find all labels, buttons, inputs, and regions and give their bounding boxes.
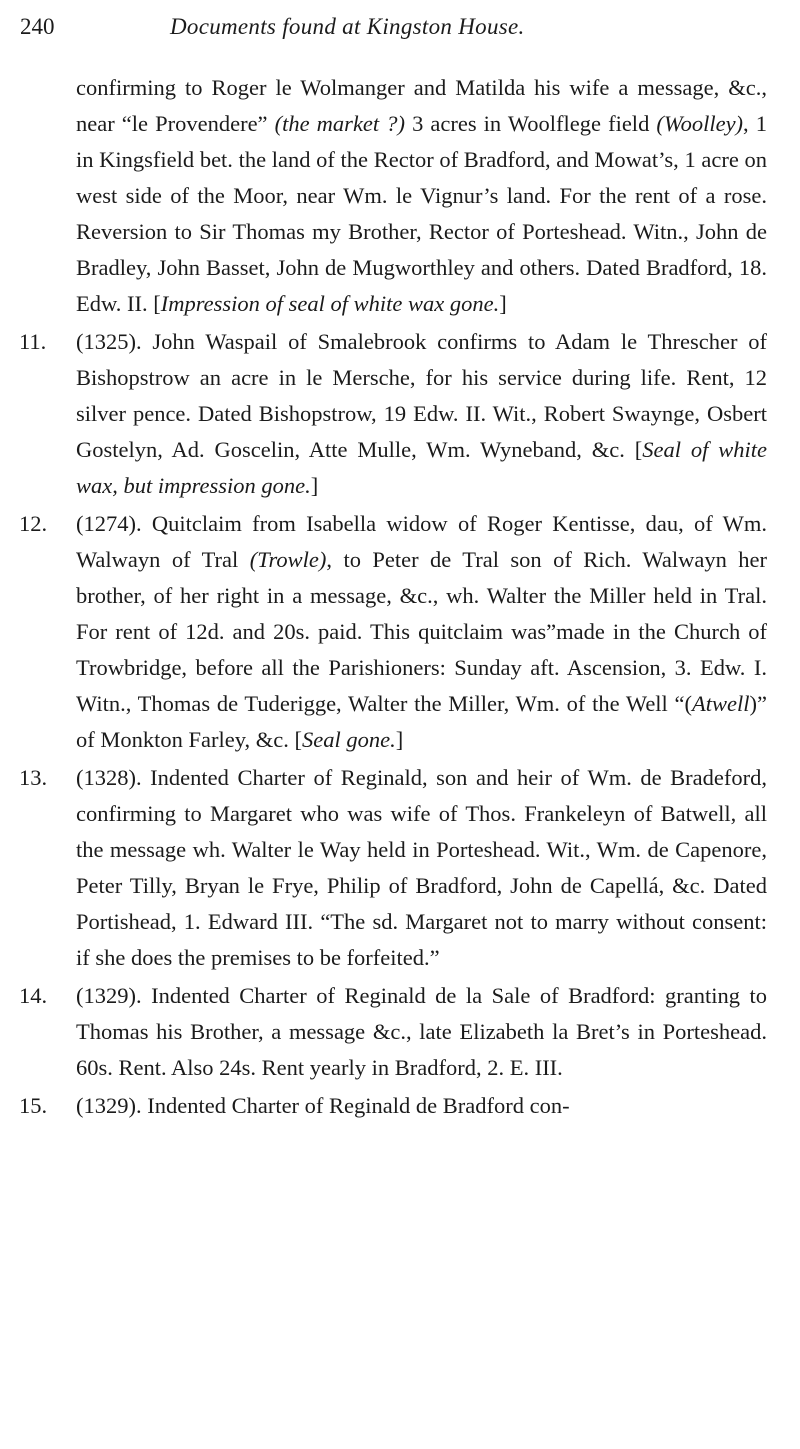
page-header	[0, 14, 800, 46]
running-title: Documents found at Kingston House.	[170, 14, 525, 39]
entry-text: confirming to Roger le Wolmanger and Matilda his wife a message, &c., near “le Provendere” (the market ?) 3 acres in Woolflege field (Woolley), 1 in Kingsfield bet. the land of the Rector of Bradford, and Mowat’s, 1 acre on west side of the Moor, near Wm. le Vignur’s land. For the rent of a rose. Reversion to Sir Thomas my Brother, Rector of Porteshead. Witn., John de Bradley, John Basset, John de Mugworthley and others. Dated Bradford, 18. Edw. II. [Impression of seal of white wax gone.]	[76, 75, 767, 316]
entry-text: (1274). Quitclaim from Isabella widow of Roger Kentisse, dau, of Wm. Walwayn of Tral (Trowle), to Peter de Tral son of Rich. Walwayn her brother, of her right in a message, &c., wh. Walter the Miller held in Tral. For rent of 12d. and 20s. paid. This quitclaim was”made in the Church of Trowbridge, before all the Parishioners: Sunday aft. Ascension, 3. Edw. I. Witn., Thomas de Tuderigge, Walter the Miller, Wm. of the Well “(Atwell)” of Monkton Farley, &c. [Seal gone.]	[76, 511, 767, 752]
entry-11	[0, 324, 800, 504]
entry-14	[0, 978, 800, 1086]
entry-15	[0, 1088, 800, 1124]
page-body	[0, 70, 800, 1126]
page-number: 240	[20, 14, 55, 39]
entry-number: 14.	[19, 983, 48, 1008]
entry-number: 12.	[19, 511, 48, 536]
entry-text: (1328). Indented Charter of Reginald, son and heir of Wm. de Bradeford, confirming to Margaret who was wife of Thos. Frankeleyn of Batwell, all the message wh. Walter le Way held in Porteshead. Wit., Wm. de Capenore, Peter Tilly, Bryan le Frye, Philip of Bradford, John de Capellá, &c. Dated Portishead, 1. Edward III. “The sd. Margaret not to marry without consent: if she does the premises to be forfeited.”	[76, 765, 767, 970]
entry-text: (1325). John Waspail of Smalebrook confirms to Adam le Threscher of Bishopstrow an acre in le Mersche, for his service during life. Rent, 12 silver pence. Dated Bishopstrow, 19 Edw. II. Wit., Robert Swaynge, Osbert Gostelyn, Ad. Goscelin, Atte Mulle, Wm. Wyneband, &c. [Seal of white wax, but impression gone.]	[76, 329, 767, 498]
entry-12	[0, 506, 800, 758]
entry-text: (1329). Indented Charter of Reginald de Bradford con-	[76, 1093, 570, 1118]
entry-number: 13.	[19, 765, 48, 790]
entry-text: (1329). Indented Charter of Reginald de la Sale of Bradford: granting to Thomas his Brother, a message &c., late Elizabeth la Bret’s in Porteshead. 60s. Rent. Also 24s. Rent yearly in Bradford, 2. E. III.	[76, 983, 767, 1080]
entry-number: 15.	[19, 1093, 48, 1118]
entry-13	[0, 760, 800, 976]
entry-number: 11.	[19, 329, 47, 354]
continued-entry	[0, 70, 800, 322]
